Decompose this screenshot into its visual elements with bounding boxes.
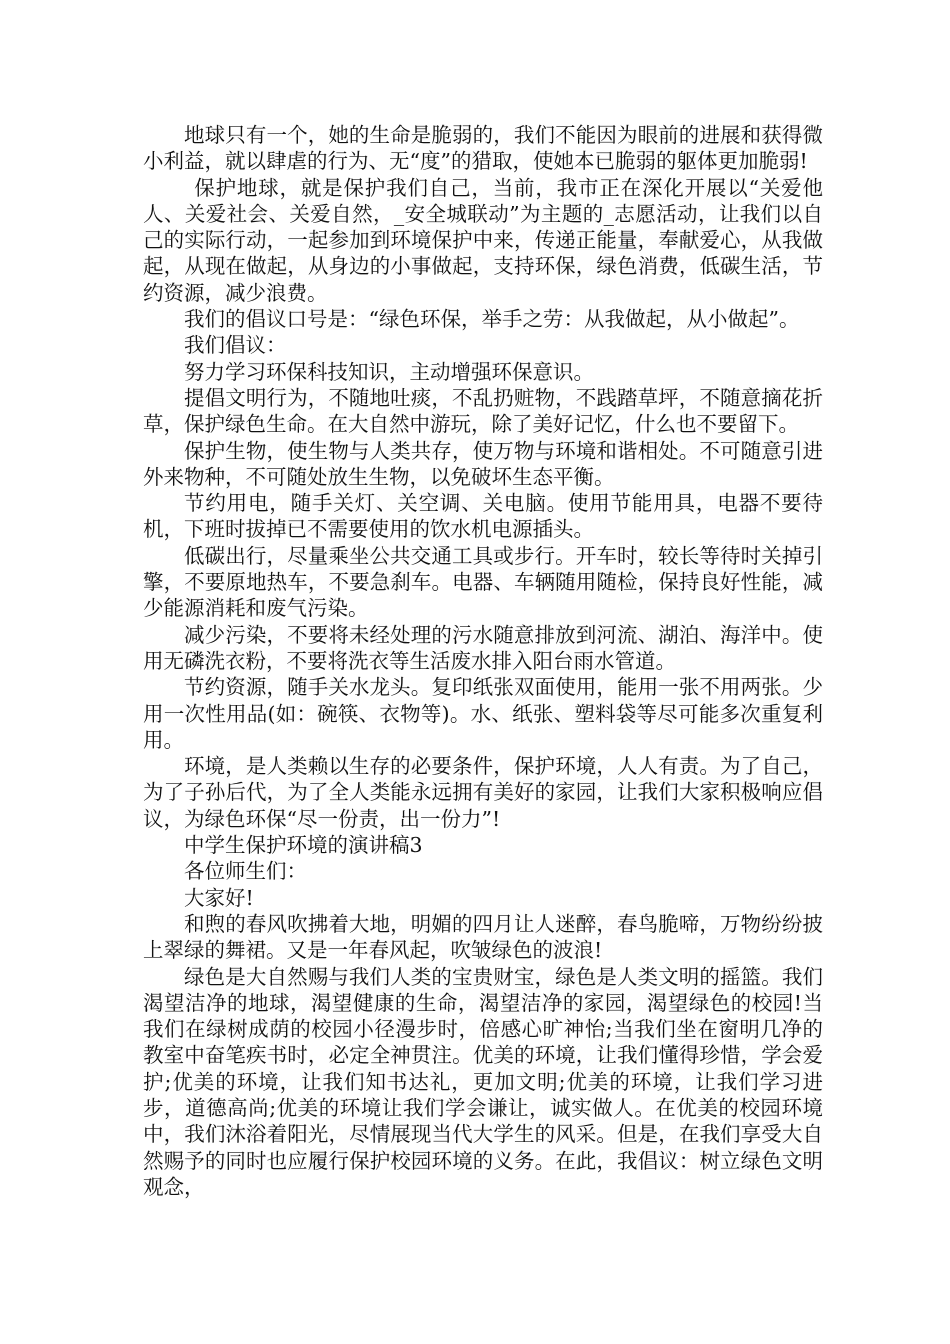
paragraph-slogan: 我们的倡议口号是：“绿色环保，举手之劳：从我做起，从小做起”。: [184, 307, 800, 332]
greeting-hello: 大家好!: [184, 885, 254, 910]
paragraph-green-treasure: 绿色是大自然赐与我们人类的宝贵财宝，绿色是人类文明的摇篮。我们渴望洁净的地球，渴望健康的生命，渴望洁净的家园，渴望绿色的校园!当我们在绿树成荫的校园小径漫步时，倍感心旷神怡;当我们坐在窗明几净的教室中奋笔疾书时，必定全神贯注。优美的环境，让我们懂得珍惜，学会爱护;优美的环境，让我们知书达礼，更加文明;优美的环境，让我们学习进步，道德高尚;优美的环境让我们学会谦让，诚实做人。在优美的校园环境中，我们沐浴着阳光，尽情展现当代大学生的风采。但是，在我们享受大自然赐予的同时也应履行保护校园环境的义务。在此，我倡议：树立绿色文明观念，: [143, 964, 823, 1199]
greeting-teachers: 各位师生们：: [184, 859, 307, 884]
paragraph-we-propose: 我们倡议：: [184, 333, 287, 358]
paragraph-learn-knowledge: 努力学习环保科技知识，主动增强环保意识。: [184, 359, 594, 384]
paragraph-environment-duty: 环境，是人类赖以生存的必要条件，保护环境，人人有责。为了自己，为了子孙后代，为了全人类能永远拥有美好的家园，让我们大家积极响应倡议，为绿色环保“尽一份责，出一份力”!: [143, 754, 823, 831]
paragraph-save-resources: 节约资源，随手关水龙头。复印纸张双面使用，能用一张不用两张。少用一次性用品(如：碗筷、衣物等)。水、纸张、塑料袋等尽可能多次重复利用。: [143, 675, 823, 752]
paragraph-spring-breeze: 和煦的春风吹拂着大地，明媚的四月让人迷醉，春鸟脆啼，万物纷纷披上翠绿的舞裙。又是一年春风起，吹皱绿色的波浪!: [143, 911, 823, 963]
paragraph-earth-fragile: 地球只有一个，她的生命是脆弱的，我们不能因为眼前的进展和获得微小利益，就以肆虐的行为、无“度”的猎取，使她本已脆弱的躯体更加脆弱!: [143, 123, 823, 174]
speech-title: 中学生保护环境的演讲稿3: [184, 833, 423, 858]
paragraph-save-electricity: 节约用电，随手关灯、关空调、关电脑。使用节能用具，电器不要待机，下班时拔掉已不需要使用的饮水机电源插头。: [143, 491, 823, 542]
paragraph-civilized-behavior: 提倡文明行为，不随地吐痰，不乱扔赃物，不践踏草坪，不随意摘花折草，保护绿色生命。在大自然中游玩，除了美好记忆，什么也不要留下。: [143, 385, 823, 437]
paragraph-protect-earth: 保护地球，就是保护我们自己，当前，我市正在深化开展以“关爱他人、关爱社会、关爱自然，_安全城联动”为主题的_志愿活动，让我们以自己的实际行动，一起参加到环境保护中来，传递正能量，奉献爱心，从我做起，从现在做起，从身边的小事做起，支持环保，绿色消费，低碳生活，节约资源，减少浪费。: [143, 175, 823, 305]
document-page: [143, 122, 823, 1200]
paragraph-protect-organisms: 保护生物，使生物与人类共存，使万物与环境和谐相处。不可随意引进外来物种，不可随处放生生物，以免破坏生态平衡。: [143, 438, 823, 489]
paragraph-reduce-pollution: 减少污染，不要将未经处理的污水随意排放到河流、湖泊、海洋中。使用无磷洗衣粉，不要将洗衣等生活废水排入阳台雨水管道。: [143, 622, 823, 673]
paragraph-low-carbon-travel: 低碳出行，尽量乘坐公共交通工具或步行。开车时，较长等待时关掉引擎，不要原地热车，不要急刹车。电器、车辆随用随检，保持良好性能，减少能源消耗和废气污染。: [143, 543, 823, 621]
